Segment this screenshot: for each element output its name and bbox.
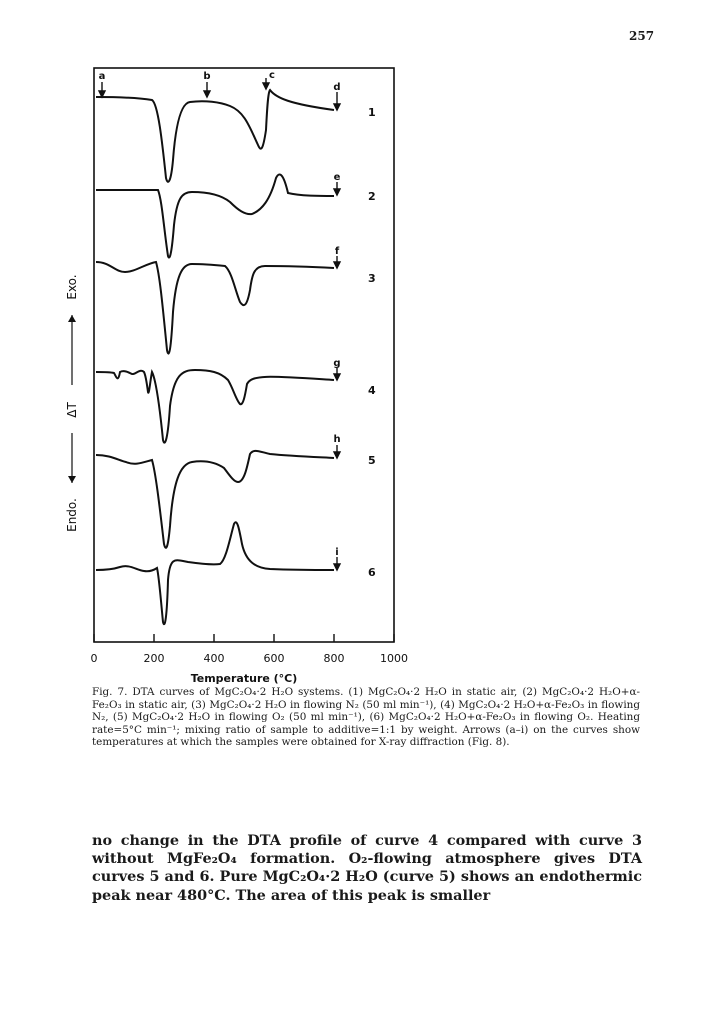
curve-2: [96, 174, 334, 257]
arrow-label-g: g: [333, 358, 341, 369]
arrow-label-f: f: [334, 246, 340, 257]
y-delta-t-label: ΔT: [65, 402, 79, 418]
x-tick-label-400: 400: [203, 652, 225, 665]
dta-chart: [40, 50, 440, 690]
x-axis-title: Temperature (°C): [190, 672, 298, 685]
page-number: 257: [629, 29, 655, 43]
figure-caption-text: DTA curves of MgC₂O₄·2 H₂O systems. (1) MgC₂O₄·2 H₂O in static air, (2) MgC₂O₄·2 H₂O+α-Fe₂O₃ in static air, (3) MgC₂O₄·2 H₂O in flowing N₂ (50 ml min⁻¹), (4) MgC₂O₄·2 H₂O+α-Fe₂O₃ in flowing N₂, (5) MgC₂O₄·2 H₂O in flowing O₂ (50 ml min⁻¹), (6) MgC₂O₄·2 H₂O+α-Fe₂O₃ in flowing O₂. Heating rate=5°C min⁻¹; mixing ratio of sample to additive=1:1 by weight. Arrows (a–i) on the curves show temperatures at which the samples were obtained for X-ray diffraction (Fig. 8).: [92, 686, 640, 749]
x-tick-label-1000: 1000: [380, 652, 408, 665]
arrow-label-d: d: [333, 82, 341, 93]
figure-caption: [92, 686, 640, 749]
curve-3: [96, 262, 334, 354]
body-paragraph: [92, 832, 642, 905]
body-paragraph-text: no change in the DTA profile of curve 4 compared with curve 3 without MgFe₂O₄ formation. O₂-flowing atmosphere gives DTA curves 5 and 6. Pure MgC₂O₄·2 H₂O (curve 5) shows an endothermic peak near 480°C. The area of this peak is smaller: [92, 832, 642, 904]
arrow-label-b: b: [203, 71, 211, 82]
arrow-label-i: i: [335, 547, 339, 558]
curve-number-2: 2: [368, 190, 376, 203]
x-tick-label-200: 200: [143, 652, 165, 665]
arrow-label-e: e: [333, 172, 341, 183]
arrow-markers: [99, 78, 340, 570]
curve-number-3: 3: [368, 272, 376, 285]
curve-number-1: 1: [368, 106, 376, 119]
curve-1: [96, 90, 334, 182]
figure-label: Fig. 7.: [92, 686, 128, 698]
y-exo-label: Exo.: [65, 274, 79, 300]
x-ticks: [94, 634, 394, 642]
arrow-label-h: h: [333, 434, 341, 445]
curve-5: [96, 451, 334, 548]
y-right-arrowhead: [68, 315, 76, 322]
curve-number-6: 6: [368, 566, 376, 579]
y-left-arrowhead: [68, 476, 76, 483]
x-tick-label-0: 0: [90, 652, 98, 665]
dta-figure: [40, 50, 440, 690]
arrow-label-a: a: [98, 71, 106, 82]
curve-number-4: 4: [368, 384, 376, 397]
y-endo-label: Endo.: [65, 498, 79, 532]
plot-frame: [94, 68, 394, 642]
curve-6: [96, 522, 334, 624]
x-tick-label-800: 800: [323, 652, 345, 665]
y-axis-label: [65, 274, 79, 532]
curve-4: [96, 370, 334, 443]
x-tick-label-600: 600: [263, 652, 285, 665]
arrow-label-c: c: [269, 70, 275, 81]
curve-number-5: 5: [368, 454, 376, 467]
